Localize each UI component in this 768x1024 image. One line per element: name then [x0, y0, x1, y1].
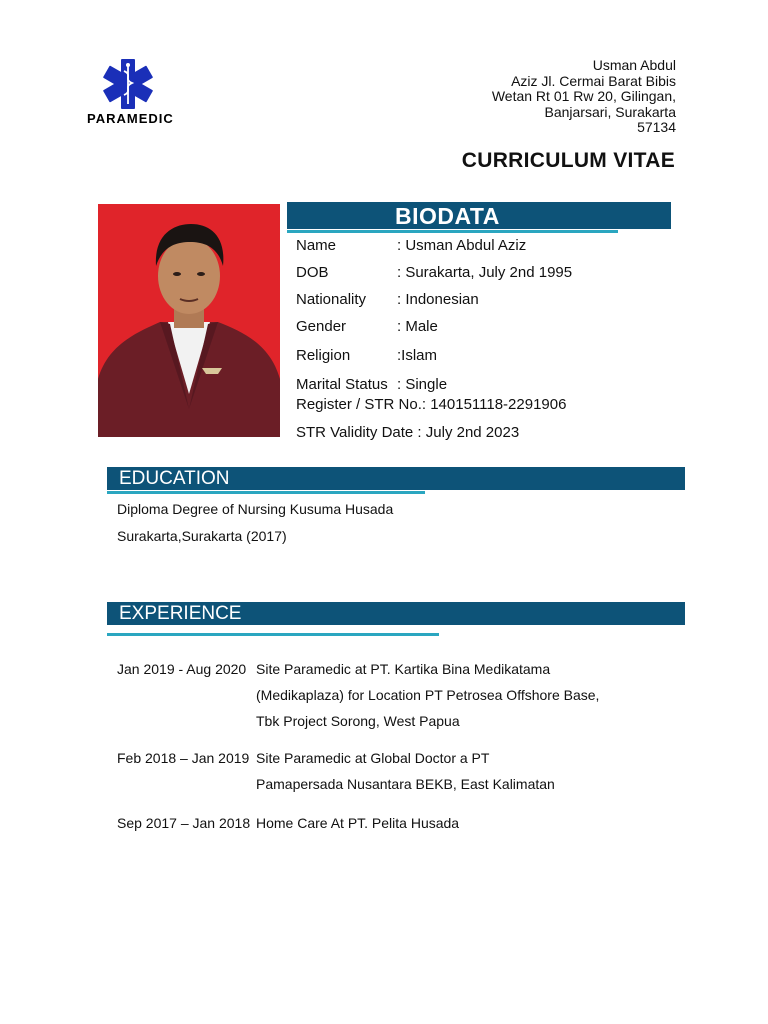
page-title: CURRICULUM VITAE	[461, 149, 675, 172]
experience-line: Home Care At PT. Pelita Husada	[256, 815, 460, 831]
education-heading: EDUCATION	[119, 468, 230, 489]
experience-line: Pamapersada Nusantara BEKB, East Kalimatan	[256, 776, 555, 792]
star-of-life-icon	[97, 57, 159, 111]
bio-label: Religion	[296, 347, 351, 364]
experience-line: Tbk Project Sorong, West Papua	[256, 713, 460, 729]
experience-line: Site Paramedic at PT. Kartika Bina Medikatama	[256, 661, 551, 677]
address-line: Usman Abdul	[592, 57, 676, 73]
bio-label: Name	[296, 237, 337, 254]
experience-period: Jan 2019 - Aug 2020	[117, 661, 247, 677]
bio-register-number: Register / STR No.: 140151118-2291906	[296, 396, 567, 413]
education-accent-line	[107, 491, 425, 494]
experience-period: Feb 2018 – Jan 2019	[117, 750, 250, 766]
bio-value: :Islam	[397, 347, 438, 364]
profile-photo	[98, 204, 280, 437]
bio-value: : Male	[397, 318, 438, 335]
bio-value: : Usman Abdul Aziz	[397, 237, 527, 254]
bio-str-validity: STR Validity Date : July 2nd 2023	[296, 424, 520, 441]
bio-label: DOB	[296, 264, 329, 281]
experience-accent-line	[107, 633, 439, 636]
address-line: Banjarsari, Surakarta	[544, 103, 676, 120]
bio-label: Gender	[296, 318, 347, 335]
experience-heading: EXPERIENCE	[119, 603, 242, 624]
biodata-header	[287, 202, 671, 229]
address-line: Aziz Jl. Cermai Barat Bibis	[511, 72, 676, 89]
biodata-heading: BIODATA	[395, 203, 500, 229]
experience-period: Sep 2017 – Jan 2018	[117, 815, 251, 831]
bio-value: : Surakarta, July 2nd 1995	[397, 264, 573, 281]
bio-value: : Single	[397, 376, 448, 393]
biodata-accent-line	[287, 230, 618, 233]
bio-value: : Indonesian	[397, 291, 479, 308]
address-block	[426, 58, 676, 136]
paramedic-logo	[84, 57, 184, 127]
education-header	[107, 467, 685, 490]
address-line: Wetan Rt 01 Rw 20, Gilingan,	[491, 88, 676, 104]
experience-header	[107, 602, 685, 625]
education-line: Diploma Degree of Nursing Kusuma Husada	[117, 501, 394, 517]
experience-line: (Medikaplaza) for Location PT Petrosea Offshore Base,	[256, 687, 600, 703]
bio-label: Marital Status	[296, 376, 388, 393]
education-line: Surakarta,Surakarta (2017)	[117, 528, 287, 544]
address-line: 57134	[637, 119, 676, 135]
bio-label: Nationality	[296, 291, 367, 308]
logo-text: PARAMEDIC	[87, 111, 174, 126]
experience-line: Site Paramedic at Global Doctor a PT	[256, 750, 490, 766]
